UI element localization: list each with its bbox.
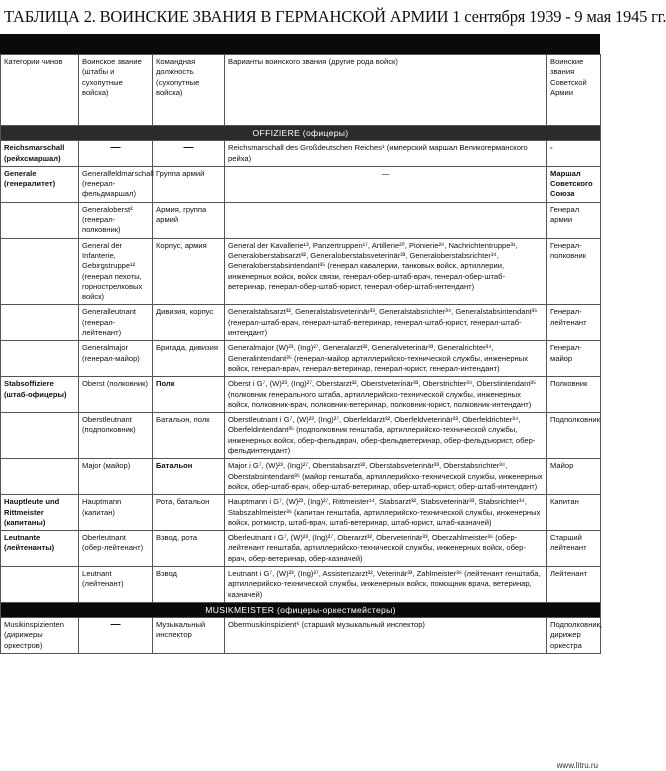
- soviet-cell: Подполковник: [547, 413, 601, 459]
- soviet-cell: Генерал-лейтенант: [547, 305, 601, 341]
- header-cell: Командная должность (сухопутные войска): [153, 55, 225, 126]
- category-cell: Generale (генералитет): [1, 166, 79, 202]
- variants-cell: —: [225, 166, 547, 202]
- category-cell: [1, 566, 79, 602]
- category-cell: [1, 238, 79, 305]
- soviet-cell: Генерал армии: [547, 202, 601, 238]
- rank-cell: Leutnant (лейтенант): [79, 566, 153, 602]
- variants-cell: Generalmajor (W)²³, (Ing)²⁷, Generalarzt³², Generalveterinär³³, Generalrichter³⁴, Generalintendant³⁵ (генерал-майор артиллерийско-технической службы, инженерных войск, генерал-врач, генерал-ветеринар, генерал-юрист, генерал-интендант): [225, 341, 547, 377]
- table-row: [1, 305, 601, 341]
- command-cell: Корпус, армия: [153, 238, 225, 305]
- variants-cell: Reichsmarschall des Großdeutschen Reiches¹ (имперский маршал Великогерманского рейха): [225, 141, 547, 167]
- command-cell: Группа армий: [153, 166, 225, 202]
- table-row: [1, 566, 601, 602]
- command-cell: Бригада, дивизия: [153, 341, 225, 377]
- category-cell: [1, 341, 79, 377]
- command-cell: Полк: [153, 377, 225, 413]
- rank-cell: Generalfeldmarschall (генерал-фельдмаршал): [79, 166, 153, 202]
- soviet-cell: Генерал-майор: [547, 341, 601, 377]
- category-cell: Musikinspizienten (дирижеры оркестров): [1, 618, 79, 654]
- category-cell: Reichsmarschall (рейхсмаршал): [1, 141, 79, 167]
- soviet-cell: Маршал Советского Союза: [547, 166, 601, 202]
- section-row: [1, 602, 601, 617]
- table-row: [1, 531, 601, 567]
- variants-cell: Leutnant i G⁷, (W)²³, (Ing)²⁷, Assistenzarzt³², Veterinär³³, Zahlmeister³⁶ (лейтенант генштаба, артиллерийско-технической службы, инженерных войск, помощник врача, ветеринар, казначей): [225, 566, 547, 602]
- category-cell: Stabsoffiziere (штаб-офицеры): [1, 377, 79, 413]
- header-cell: Категории чинов: [1, 55, 79, 126]
- rank-cell: —: [79, 141, 153, 167]
- soviet-cell: Капитан: [547, 495, 601, 531]
- soviet-cell: Майор: [547, 459, 601, 495]
- category-cell: [1, 305, 79, 341]
- variants-cell: Oberst i G⁷, (W)²³, (Ing)²⁷, Oberstarzt³², Oberstveterinär³³, Oberstrichter³⁴, Oberstintendant³⁵ (полковник генерального штаба, артиллерийско-технической службы, инженерных войск, полковник-врач, полковник-ветеринар, полковник-юрист, полковник-интендант): [225, 377, 547, 413]
- variants-cell: [225, 202, 547, 238]
- rank-cell: Oberstleutnant (подполковник): [79, 413, 153, 459]
- section-row: [1, 126, 601, 141]
- category-cell: [1, 459, 79, 495]
- category-cell: Leutnante (лейтенанты): [1, 531, 79, 567]
- table-row: [1, 166, 601, 202]
- variants-cell: Oberleutnant i G⁷, (W)²³, (Ing)²⁷, Oberarzt³², Oberveterinär³³, Oberzahlmeister³⁶ (обер-лейтенант генштаба, артиллерийско-технической службы, инженерных войск, обер-врач, обер-ветеринар, обер-казначей): [225, 531, 547, 567]
- rank-cell: Generalleutnant (генерал-лейтенант): [79, 305, 153, 341]
- table-row: [1, 202, 601, 238]
- variants-cell: Oberstleutnant i G⁷, (W)²³, (Ing)²⁷, Oberfeldarzt³², Oberfeldveterinär³³, Oberfeldrichter³⁴, Oberfeldintendant³⁵ (подполковник генштаба, артиллерийско-технической службы, инженерных войск, обер-фельдврач, обер-фельдветеринар, обер-фельдъюрист, обер-фельдинтендант): [225, 413, 547, 459]
- soviet-cell: Подполковник, дирижер оркестра: [547, 618, 601, 654]
- command-cell: Армия, группа армий: [153, 202, 225, 238]
- variants-cell: Major i G⁷, (W)²³, (Ing)²⁷, Oberstabsarzt³², Oberstabsveterinär³³, Oberstabsrichter³⁴, Oberstabsintendant³⁵ (майор генштаба, артиллерийско-технической службы, инженерных войск, обер-штаб-врач, обер-штаб-ветеринар, обер-штаб-юрист, обер-штаб-интендант): [225, 459, 547, 495]
- rank-cell: Hauptmann (капитан): [79, 495, 153, 531]
- rank-cell: General der Infanterie, Gebirgstruppe¹² (генерал пехоты, горнострелковых войск): [79, 238, 153, 305]
- soviet-cell: Старший лейтенант: [547, 531, 601, 567]
- rank-cell: —: [79, 618, 153, 654]
- header-bar: [0, 34, 600, 54]
- header-row: [1, 55, 601, 126]
- rank-cell: Generalmajor (генерал-майор): [79, 341, 153, 377]
- command-cell: Рота, батальон: [153, 495, 225, 531]
- section-label: MUSIKMEISTER (офицеры-оркестмейстеры): [1, 602, 601, 617]
- command-cell: Взвод: [153, 566, 225, 602]
- soviet-cell: Генерал-полковник: [547, 238, 601, 305]
- soviet-cell: Лейтенант: [547, 566, 601, 602]
- page-title: ТАБЛИЦА 2. ВОИНСКИЕ ЗВАНИЯ В ГЕРМАНСКОЙ АРМИИ 1 сентября 1939 - 9 мая 1945 гг.: [4, 7, 666, 26]
- table-row: [1, 459, 601, 495]
- command-cell: —: [153, 141, 225, 167]
- rank-cell: Major (майор): [79, 459, 153, 495]
- variants-cell: Hauptmann i G⁷, (W)²³, (Ing)²⁷, Rittmeister¹⁴, Stabsarzt³², Stabsveterinär³³, Stabsrichter³⁴, Stabszahlmeister³⁶ (капитан генштаба, артиллерийско-технической службы, инженерных войск, ротмистр, штаб-врач, штаб-ветеринар, штаб-юрист, штаб-казначей): [225, 495, 547, 531]
- table-row: [1, 341, 601, 377]
- category-cell: [1, 202, 79, 238]
- command-cell: Взвод, рота: [153, 531, 225, 567]
- soviet-cell: -: [547, 141, 601, 167]
- table-row: [1, 495, 601, 531]
- watermark-text: www.litru.ru: [556, 761, 598, 770]
- command-cell: Батальон: [153, 459, 225, 495]
- command-cell: Музыкальный инспектор: [153, 618, 225, 654]
- variants-cell: Obermusikinspizient⁶ (старший музыкальный инспектор): [225, 618, 547, 654]
- header-cell: Воинские звания Советской Армии: [547, 55, 601, 126]
- section-label: OFFIZIERE (офицеры): [1, 126, 601, 141]
- category-cell: Hauptleute und Rittmeister (капитаны): [1, 495, 79, 531]
- table-row: [1, 618, 601, 654]
- table-row: [1, 238, 601, 305]
- rank-cell: Oberst (полковник): [79, 377, 153, 413]
- variants-cell: General der Kavallerie¹³, Panzertruppen¹⁷, Artillerie²⁰, Pionierie²⁸, Nachrichtentruppe³¹, Generaloberstabsarzt³², Generaloberstabsveterinär³³, Generaloberstabsrichter³⁴, Generaloberstabsintendant³⁵ (генерал кавалерии, танковых войск, артиллерии, инженерных войск, войск связи, генерал-обер-штаб-врач, генерал-обер-штаб-ветеринар, генерал-обер-штаб-юрист, генерал-обер-штаб-интендант): [225, 238, 547, 305]
- soviet-cell: Полковник: [547, 377, 601, 413]
- table-row: [1, 377, 601, 413]
- table-row: [1, 141, 601, 167]
- variants-cell: Generalstabsarzt³², Generalstabsveterinär³³, Generalstabsrichter³⁴, Generalstabsintendant³⁵ (генерал-штаб-врач, генерал-штаб-ветеринар, генерал-штаб-юрист, генерал-штаб-интендант): [225, 305, 547, 341]
- ranks-table: [0, 54, 601, 654]
- header-cell: Варианты воинского звания (другие рода войск): [225, 55, 547, 126]
- command-cell: Батальон, полк: [153, 413, 225, 459]
- rank-cell: Oberleutnant (обер-лейтенант): [79, 531, 153, 567]
- table-row: [1, 413, 601, 459]
- header-cell: Воинское звание (штабы и сухопутные войска): [79, 55, 153, 126]
- rank-cell: Generaloberst² (генерал-полковник): [79, 202, 153, 238]
- category-cell: [1, 413, 79, 459]
- command-cell: Дивизия, корпус: [153, 305, 225, 341]
